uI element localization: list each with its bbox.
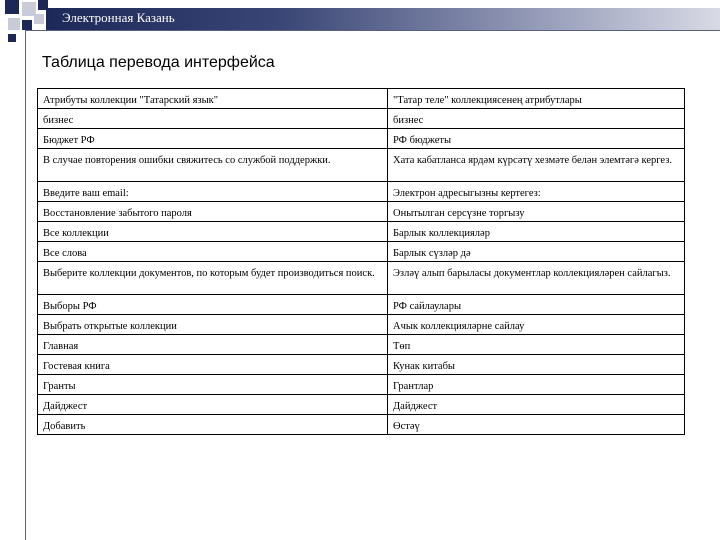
table-row (38, 355, 685, 375)
cell-tatar: Грантлар (388, 375, 685, 395)
cell-russian: Введите ваш email: (38, 182, 388, 202)
cell-tatar: Ачык коллекцияләрне сайлау (388, 315, 685, 335)
page-title: Таблица перевода интерфейса (42, 54, 275, 71)
cell-russian: Восстановление забытого пароля (38, 202, 388, 222)
cell-tatar: Кунак китабы (388, 355, 685, 375)
cell-russian: Добавить (38, 415, 388, 435)
table-row (38, 395, 685, 415)
table-row (38, 202, 685, 222)
cell-tatar: Эзләү алып барыласы документлар коллекцияләрен сайлагыз. (388, 262, 685, 295)
cell-tatar: Дайджест (388, 395, 685, 415)
translation-table (37, 88, 685, 435)
cell-tatar: Онытылган серсүзне торгызу (388, 202, 685, 222)
banner-title: Электронная Казань (62, 10, 175, 25)
cell-russian: Атрибуты коллекции "Татарский язык" (38, 89, 388, 109)
decor-square (5, 0, 19, 14)
table-row (38, 315, 685, 335)
cell-russian: Главная (38, 335, 388, 355)
cell-russian: Все слова (38, 242, 388, 262)
cell-tatar: РФ сайлаулары (388, 295, 685, 315)
table-row (38, 415, 685, 435)
divider-vertical (25, 31, 26, 540)
table-row (38, 109, 685, 129)
cell-tatar: Барлык коллекцияләр (388, 222, 685, 242)
table-row (38, 295, 685, 315)
cell-russian: Гостевая книга (38, 355, 388, 375)
table-row (38, 222, 685, 242)
table-row (38, 262, 685, 295)
cell-tatar: Өстәү (388, 415, 685, 435)
table-row (38, 89, 685, 109)
cell-russian: бизнес (38, 109, 388, 129)
cell-tatar: "Татар теле" коллекциясенең атрибутлары (388, 89, 685, 109)
cell-russian: Дайджест (38, 395, 388, 415)
cell-russian: Выборы РФ (38, 295, 388, 315)
cell-tatar: Төп (388, 335, 685, 355)
cell-russian: В случае повторения ошибки свяжитесь со службой поддержки. (38, 149, 388, 182)
cell-russian: Бюджет РФ (38, 129, 388, 149)
table-row (38, 129, 685, 149)
cell-russian: Выберите коллекции документов, по которым будет производиться поиск. (38, 262, 388, 295)
table-row (38, 335, 685, 355)
decor-square (34, 14, 44, 24)
table-row (38, 375, 685, 395)
table-row (38, 242, 685, 262)
cell-russian: Все коллекции (38, 222, 388, 242)
cell-tatar: Электрон адресыгызны кертегез: (388, 182, 685, 202)
cell-tatar: Хата кабатланса ярдәм күрсәтү хезмәте белән элемтәгә кергез. (388, 149, 685, 182)
table-row (38, 149, 685, 182)
table-row (38, 182, 685, 202)
decor-square (8, 34, 16, 42)
decor-square (22, 20, 32, 30)
cell-tatar: РФ бюджеты (388, 129, 685, 149)
cell-tatar: Барлык сүзләр дә (388, 242, 685, 262)
divider-horizontal (25, 30, 720, 31)
cell-tatar: бизнес (388, 109, 685, 129)
decor-square (8, 18, 20, 30)
cell-russian: Гранты (38, 375, 388, 395)
cell-russian: Выбрать открытые коллекции (38, 315, 388, 335)
